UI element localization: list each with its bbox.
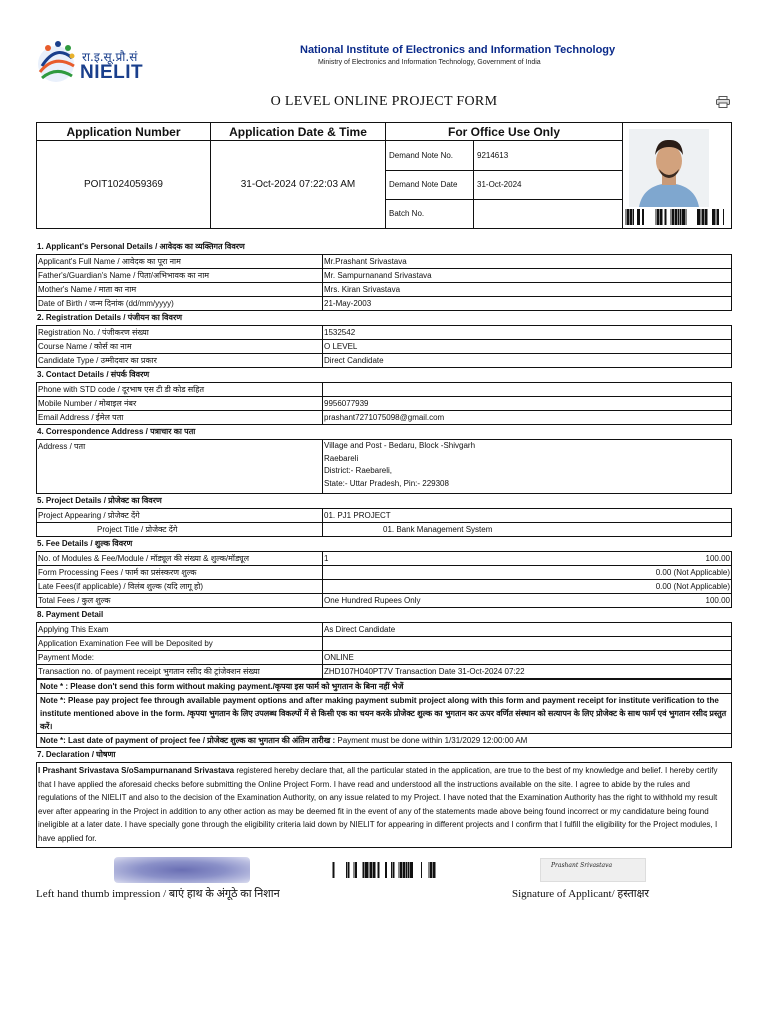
fee-details-heading: 5. Fee Details / शुल्क विवरण bbox=[37, 539, 133, 548]
table-row bbox=[37, 523, 732, 537]
declaration-body: registered hereby declare that, all the particular stated in the application, are true to the best of my knowledge and belief. I hereby certify that I have applied the aforesaid checks before submitting the Online Project Form. I have read and understood all the instructions available on the site. I agree to abide by the rules and regulations of the NIELIT and also to the decision of the Examination Authority, on any issue related to my Project. I have noted that the Examination Authority has the right to withhold my result ever after appearing in the Project in addition to any other action as may be deemed fit in the event of any of the statements made above being found incorrect or my candidature being found ineligible at a later date. I have specially gone through the eligibility criteria laid down by NIELIT for appearing in different projects and I confirm that I fulfill the eligibility for the Project modules, I have applied for. bbox=[38, 766, 718, 843]
modules-fee-value bbox=[323, 552, 732, 566]
phone-value bbox=[323, 383, 732, 397]
project-title-value: 01. Bank Management System bbox=[323, 523, 732, 537]
payment-note-3 bbox=[36, 734, 732, 748]
table-row bbox=[37, 566, 732, 580]
modules-fee: 100.00 bbox=[705, 554, 730, 563]
father-name-label: Father's/Guardian's Name / पिता/अभिभावक का नाम bbox=[37, 269, 323, 283]
registration-no-label: Registration No. / पंजीकरण संख्या bbox=[37, 326, 323, 340]
course-name-label: Course Name / कोर्स का नाम bbox=[37, 340, 323, 354]
payment-note-1: Note * : Please don't send this form without making payment./कृपया इस फार्म को भुगतान के बिना नहीं भेजें bbox=[36, 679, 732, 694]
form-title: O LEVEL ONLINE PROJECT FORM bbox=[270, 94, 498, 109]
dob-label: Date of Birth / जन्म दिनांक (dd/mm/yyyy) bbox=[37, 297, 323, 311]
project-appearing-value: 01. PJ1 PROJECT bbox=[323, 509, 732, 523]
address-table bbox=[36, 439, 732, 494]
registration-details-table bbox=[36, 325, 732, 368]
modules-count: 1 bbox=[324, 554, 329, 563]
ministry-name: Ministry of Electronics and Information Technology, Government of India bbox=[318, 59, 541, 66]
table-row bbox=[37, 580, 732, 594]
table-row bbox=[37, 623, 732, 637]
application-number-header: Application Number bbox=[66, 125, 181, 139]
office-use-header: For Office Use Only bbox=[447, 125, 561, 139]
transaction-label: Transaction no. of payment receipt भुगतान रसीद की ट्रांजेक्शन संख्या bbox=[37, 665, 323, 679]
logo-hindi-text: रा.इ.सू.प्रौ.सं bbox=[82, 50, 138, 64]
mother-name-value: Mrs. Kiran Srivastava bbox=[323, 283, 732, 297]
demand-note-date-label: Demand Note Date bbox=[389, 180, 458, 189]
declaration-heading: 7. Declaration / घोषणा bbox=[37, 750, 116, 759]
mobile-label: Mobile Number / मोबाइल नंबर bbox=[37, 397, 323, 411]
logo-text: NIELIT bbox=[80, 62, 144, 83]
modules-fee-label: No. of Modules & Fee/Module / मॉड्यूल की संख्या & शुल्क/मॉड्यूल bbox=[37, 552, 323, 566]
full-name-label: Applicant's Full Name / आवेदक का पूरा नाम bbox=[37, 255, 323, 269]
applying-exam-label: Applying This Exam bbox=[37, 623, 323, 637]
address-line-1: Village and Post - Bedaru, Block -Shivgarh bbox=[324, 441, 476, 450]
table-row bbox=[37, 397, 732, 411]
late-fee-label: Late Fees(if applicable) / विलंब शुल्क (यदि लागू हो) bbox=[37, 580, 323, 594]
phone-label: Phone with STD code / दूरभाष एस टी डी कोड सहित bbox=[37, 383, 323, 397]
email-value: prashant7271075098@gmail.com bbox=[323, 411, 732, 425]
mother-name-label: Mother's Name / माता का नाम bbox=[37, 283, 323, 297]
payment-mode-label: Payment Mode: bbox=[37, 651, 323, 665]
table-row bbox=[37, 383, 732, 397]
candidate-type-label: Candidate Type / उम्मीदवार का प्रकार bbox=[37, 354, 323, 368]
address-label: Address / पता bbox=[37, 440, 323, 494]
late-fee-value: 0.00 (Not Applicable) bbox=[323, 580, 732, 594]
table-row bbox=[37, 440, 732, 494]
demand-note-date: 31-Oct-2024 bbox=[477, 180, 522, 189]
fee-deposited-label: Application Examination Fee will be Deposited by bbox=[37, 637, 323, 651]
table-row bbox=[37, 283, 732, 297]
address-line-3: District:- Raebareli, bbox=[324, 466, 393, 475]
application-date: 31-Oct-2024 07:22:03 AM bbox=[240, 179, 356, 190]
address-value bbox=[323, 440, 732, 494]
payment-note-3-text: Payment must be done within 1/31/2029 12:00:00 AM bbox=[335, 736, 528, 745]
signature-handwriting: Prashant Srivastava bbox=[551, 862, 613, 869]
table-row bbox=[37, 255, 732, 269]
full-name-value: Mr.Prashant Srivastava bbox=[323, 255, 732, 269]
declaration-name: I Prashant Srivastava S/oSampurnanand Srivastava bbox=[38, 766, 235, 775]
demand-note-no-label: Demand Note No. bbox=[389, 151, 454, 160]
payment-note-2: Note *: Please pay project fee through available payment options and after making payment submit project along with this form and payment receipt for institute verification to the institute mentioned above in the form. /कृपया भुगतान के लिए उपलब्ध विकल्पों में से किसी एक का चयन करके प्रोजेक्ट शुल्क का भुगतान कर ऊपर वर्णित संस्थान को सत्यापन के लिए प्रोजेक्ट के साथ फार्म एवं भुगतान रसीद प्रस्तुत करें। bbox=[36, 694, 732, 734]
mobile-value: 9956077939 bbox=[323, 397, 732, 411]
address-line-2: Raebareli bbox=[324, 453, 359, 463]
fee-details-table bbox=[36, 551, 732, 608]
applicant-photo bbox=[629, 129, 709, 207]
payment-detail-table bbox=[36, 622, 732, 679]
project-details-heading: 5. Project Details / प्रोजेक्ट का विवरण bbox=[37, 496, 162, 505]
table-row bbox=[37, 354, 732, 368]
project-appearing-label: Project Appearing / प्रोजेक्ट देंगे bbox=[37, 509, 323, 523]
candidate-type-value: Direct Candidate bbox=[323, 354, 732, 368]
organization-name: National Institute of Electronics and Information Technology bbox=[300, 44, 616, 56]
personal-details-heading: 1. Applicant's Personal Details / आवेदक का व्यक्तिगत विवरण bbox=[37, 242, 245, 251]
application-number: POIT1024059369 bbox=[84, 179, 163, 190]
total-fee-words: One Hundred Rupees Only bbox=[324, 596, 421, 605]
email-label: Email Address / ईमेल पता bbox=[37, 411, 323, 425]
total-fee-value bbox=[323, 594, 732, 608]
contact-details-table bbox=[36, 382, 732, 425]
total-fee-amount: 100.00 bbox=[705, 596, 730, 605]
dob-value: 21-May-2003 bbox=[323, 297, 732, 311]
payment-notes bbox=[36, 679, 732, 748]
project-form bbox=[36, 240, 732, 848]
transaction-value: ZHD107H040PT7V Transaction Date 31-Oct-2024 07:22 bbox=[323, 665, 732, 679]
printer-icon[interactable] bbox=[716, 96, 730, 108]
course-name-value: O LEVEL bbox=[323, 340, 732, 354]
table-row bbox=[37, 665, 732, 679]
table-row bbox=[37, 326, 732, 340]
application-summary-table bbox=[36, 122, 732, 229]
table-row bbox=[37, 340, 732, 354]
table-row bbox=[37, 269, 732, 283]
registration-details-heading: 2. Registration Details / पंजीयन का विवरण bbox=[37, 313, 183, 322]
demand-note-no: 9214613 bbox=[477, 151, 509, 160]
application-date-header: Application Date & Time bbox=[229, 125, 367, 139]
payment-mode-value: ONLINE bbox=[323, 651, 732, 665]
project-title-label: Project Title / प्रोजेक्ट देंगे bbox=[37, 523, 323, 537]
thumb-label: Left hand thumb impression / बाएं हाथ के अंगूठे का निशान bbox=[36, 888, 280, 900]
signature-label: Signature of Applicant/ हस्ताक्षर bbox=[512, 888, 650, 900]
table-row bbox=[37, 411, 732, 425]
payment-note-3-bold: Note *: Last date of payment of project fee / प्रोजेक्ट शुल्क का भुगतान की अंतिम तारीख : bbox=[40, 736, 336, 745]
address-line-4: State:- Uttar Pradesh, Pin:- 229308 bbox=[324, 478, 449, 488]
project-details-table bbox=[36, 508, 732, 537]
application-barcode bbox=[621, 209, 729, 225]
address-heading: 4. Correspondence Address / पत्राचार का पता bbox=[37, 427, 196, 436]
contact-details-heading: 3. Contact Details / संपर्क विवरण bbox=[37, 370, 150, 379]
fee-deposited-value bbox=[323, 637, 732, 651]
table-row bbox=[37, 637, 732, 651]
table-row bbox=[37, 509, 732, 523]
applying-exam-value: As Direct Candidate bbox=[323, 623, 732, 637]
total-fee-label: Total Fees / कुल शुल्क bbox=[37, 594, 323, 608]
declaration-text bbox=[36, 762, 732, 848]
table-row bbox=[37, 651, 732, 665]
table-row bbox=[37, 552, 732, 566]
table-row bbox=[37, 594, 732, 608]
thumb-impression bbox=[114, 857, 250, 883]
batch-no-label: Batch No. bbox=[389, 209, 425, 218]
father-name-value: Mr. Sampurnanand Srivastava bbox=[323, 269, 732, 283]
signature-image bbox=[540, 858, 646, 882]
footer-barcode bbox=[330, 862, 438, 878]
personal-details-table bbox=[36, 254, 732, 311]
payment-detail-heading: 8. Payment Detail bbox=[37, 610, 104, 619]
table-row bbox=[37, 297, 732, 311]
processing-fee-value: 0.00 (Not Applicable) bbox=[323, 566, 732, 580]
processing-fee-label: Form Processing Fees / फार्म का प्रसंस्करण शुल्क bbox=[37, 566, 323, 580]
registration-no-value: 1532542 bbox=[323, 326, 732, 340]
